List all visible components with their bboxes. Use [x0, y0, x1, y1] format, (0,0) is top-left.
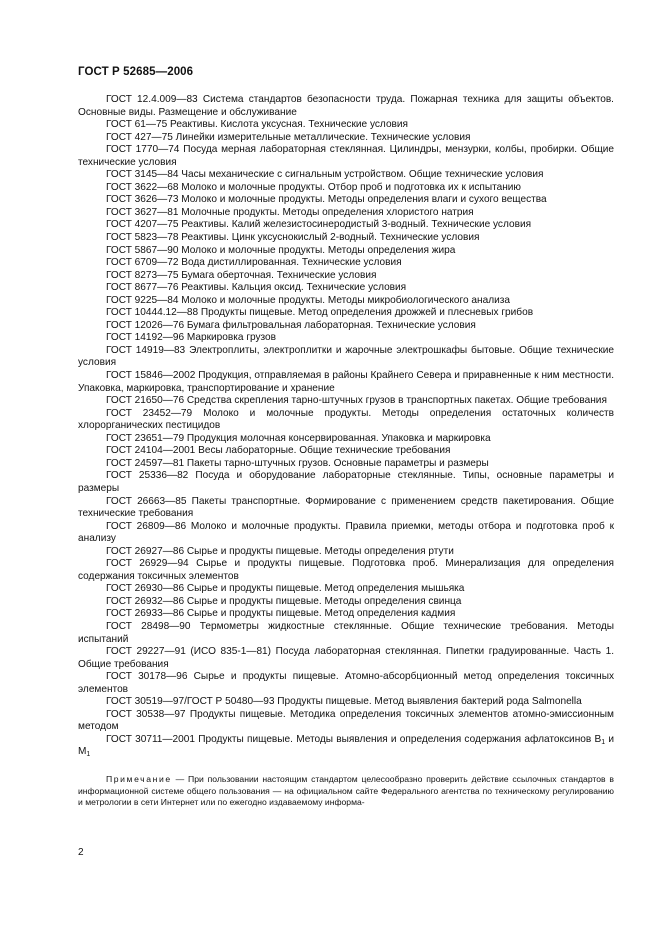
reference-item: ГОСТ 15846—2002 Продукция, отправляемая в районы Крайнего Севера и приравненные к ним местности. Упаковка, маркировка, транспортирование и хранение: [78, 370, 614, 394]
reference-item: ГОСТ 26809—86 Молоко и молочные продукты. Правила приемки, методы отбора и подготовка проб к анализу: [78, 520, 614, 545]
reference-item: ГОСТ 14919—83 Электроплиты, электроплитки и жарочные электрошкафы бытовые. Общие технические условия: [78, 344, 614, 369]
reference-item-last: [78, 734, 614, 759]
reference-item: ГОСТ 30178—96 Сырье и продукты пищевые. Атомно-абсорбционный метод определения токсичных элементов: [78, 671, 614, 695]
reference-item: ГОСТ 6709—72 Вода дистиллированная. Технические условия: [106, 257, 402, 269]
reference-item: ГОСТ 23452—79 Молоко и молочные продукты. Методы определения остаточных количеств хлорорганических пестицидов: [78, 407, 614, 432]
reference-text: и M: [78, 733, 614, 758]
reference-item: ГОСТ 26663—85 Пакеты транспортные. Формирование с применением средств пакетирования. Общие технические требования: [78, 495, 614, 520]
reference-item: ГОСТ 9225—84 Молоко и молочные продукты. Методы микробиологического анализа: [106, 294, 510, 306]
reference-item: ГОСТ 23651—79 Продукция молочная консервированная. Упаковка и маркировка: [106, 432, 491, 444]
subscript: 1: [86, 751, 91, 759]
note-label: Примечание: [106, 774, 172, 784]
reference-item: ГОСТ 14192—96 Маркировка грузов: [106, 332, 277, 344]
reference-item: ГОСТ 3627—81 Молочные продукты. Методы определения хлористого натрия: [106, 206, 474, 218]
reference-item: ГОСТ 5867—90 Молоко и молочные продукты. Методы определения жира: [106, 244, 456, 256]
reference-item: ГОСТ 12026—76 Бумага фильтровальная лабораторная. Технические условия: [106, 319, 476, 331]
note-text: — При пользовании настоящим стандартом целесообразно проверить действие ссылочных стандартов в информационной системе общего пользования — на официальном сайте Федерального агентства по техническому регулированию и метрологии в сети Интернет или по ежегодно издаваемому информа-: [78, 774, 614, 808]
reference-item: ГОСТ 26933—86 Сырье и продукты пищевые. Метод определения кадмия: [106, 608, 456, 620]
reference-item: ГОСТ 427—75 Линейки измерительные металлические. Технические условия: [106, 131, 471, 143]
reference-item: ГОСТ 26927—86 Сырье и продукты пищевые. Методы определения ртути: [106, 545, 454, 557]
reference-item: ГОСТ 21650—76 Средства скрепления тарно-штучных грузов в транспортных пакетах. Общие требования: [106, 395, 607, 407]
reference-item: ГОСТ 12.4.009—83 Система стандартов безопасности труда. Пожарная техника для защиты объектов. Основные виды. Размещение и обслуживание: [78, 94, 614, 118]
reference-item: ГОСТ 8273—75 Бумага оберточная. Технические условия: [106, 269, 377, 281]
document-header: ГОСТ Р 52685—2006: [78, 66, 194, 78]
reference-item: ГОСТ 4207—75 Реактивы. Калий железистосинеродистый 3-водный. Технические условия: [106, 219, 532, 231]
reference-item: ГОСТ 3145—84 Часы механические с сигнальным устройством. Общие технические условия: [106, 169, 544, 181]
page-number: 2: [78, 847, 84, 858]
footnote-note: [78, 774, 614, 809]
reference-item: ГОСТ 61—75 Реактивы. Кислота уксусная. Технические условия: [106, 119, 409, 131]
reference-item: ГОСТ 26930—86 Сырье и продукты пищевые. Метод определения мышьяка: [106, 583, 465, 595]
subscript: 1: [601, 738, 606, 746]
reference-item: ГОСТ 8677—76 Реактивы. Кальция оксид. Технические условия: [106, 282, 407, 294]
reference-item: ГОСТ 30519—97/ГОСТ Р 50480—93 Продукты пищевые. Метод выявления бактерий рода Salmonella: [106, 696, 582, 708]
reference-item: ГОСТ 3626—73 Молоко и молочные продукты. Методы определения влаги и сухого вещества: [106, 194, 547, 206]
reference-item: ГОСТ 26932—86 Сырье и продукты пищевые. Методы определения свинца: [106, 595, 462, 607]
reference-item: ГОСТ 10444.12—88 Продукты пищевые. Метод определения дрожжей и плесневых грибов: [106, 307, 534, 319]
reference-item: ГОСТ 1770—74 Посуда мерная лабораторная стеклянная. Цилиндры, мензурки, колбы, пробирки. Общие технические условия: [78, 144, 614, 168]
reference-item: ГОСТ 30538—97 Продукты пищевые. Методика определения токсичных элементов атомно-эмиссионным методом: [78, 708, 614, 733]
reference-text: ГОСТ 30711—2001 Продукты пищевые. Методы выявления и определения содержания афлатоксинов B: [106, 733, 602, 745]
reference-item: ГОСТ 24597—81 Пакеты тарно-штучных грузов. Основные параметры и размеры: [106, 457, 489, 469]
normative-references-list: [78, 94, 614, 759]
reference-item: ГОСТ 5823—78 Реактивы. Цинк уксуснокислый 2-водный. Технические условия: [106, 232, 480, 244]
reference-item: ГОСТ 28498—90 Термометры жидкостные стеклянные. Общие технические требования. Методы испытаний: [78, 620, 614, 645]
reference-item: ГОСТ 24104—2001 Весы лабораторные. Общие технические требования: [106, 445, 451, 457]
reference-item: ГОСТ 3622—68 Молоко и молочные продукты. Отбор проб и подготовка их к испытанию: [106, 181, 522, 193]
reference-item: ГОСТ 29227—91 (ИСО 835-1—81) Посуда лабораторная стеклянная. Пипетки градуированные. Часть 1. Общие требования: [78, 646, 614, 670]
reference-item: ГОСТ 26929—94 Сырье и продукты пищевые. Подготовка проб. Минерализация для определения содержания токсичных элементов: [78, 558, 614, 582]
reference-item: ГОСТ 25336—82 Посуда и оборудование лабораторные стеклянные. Типы, основные параметры и размеры: [78, 470, 614, 494]
